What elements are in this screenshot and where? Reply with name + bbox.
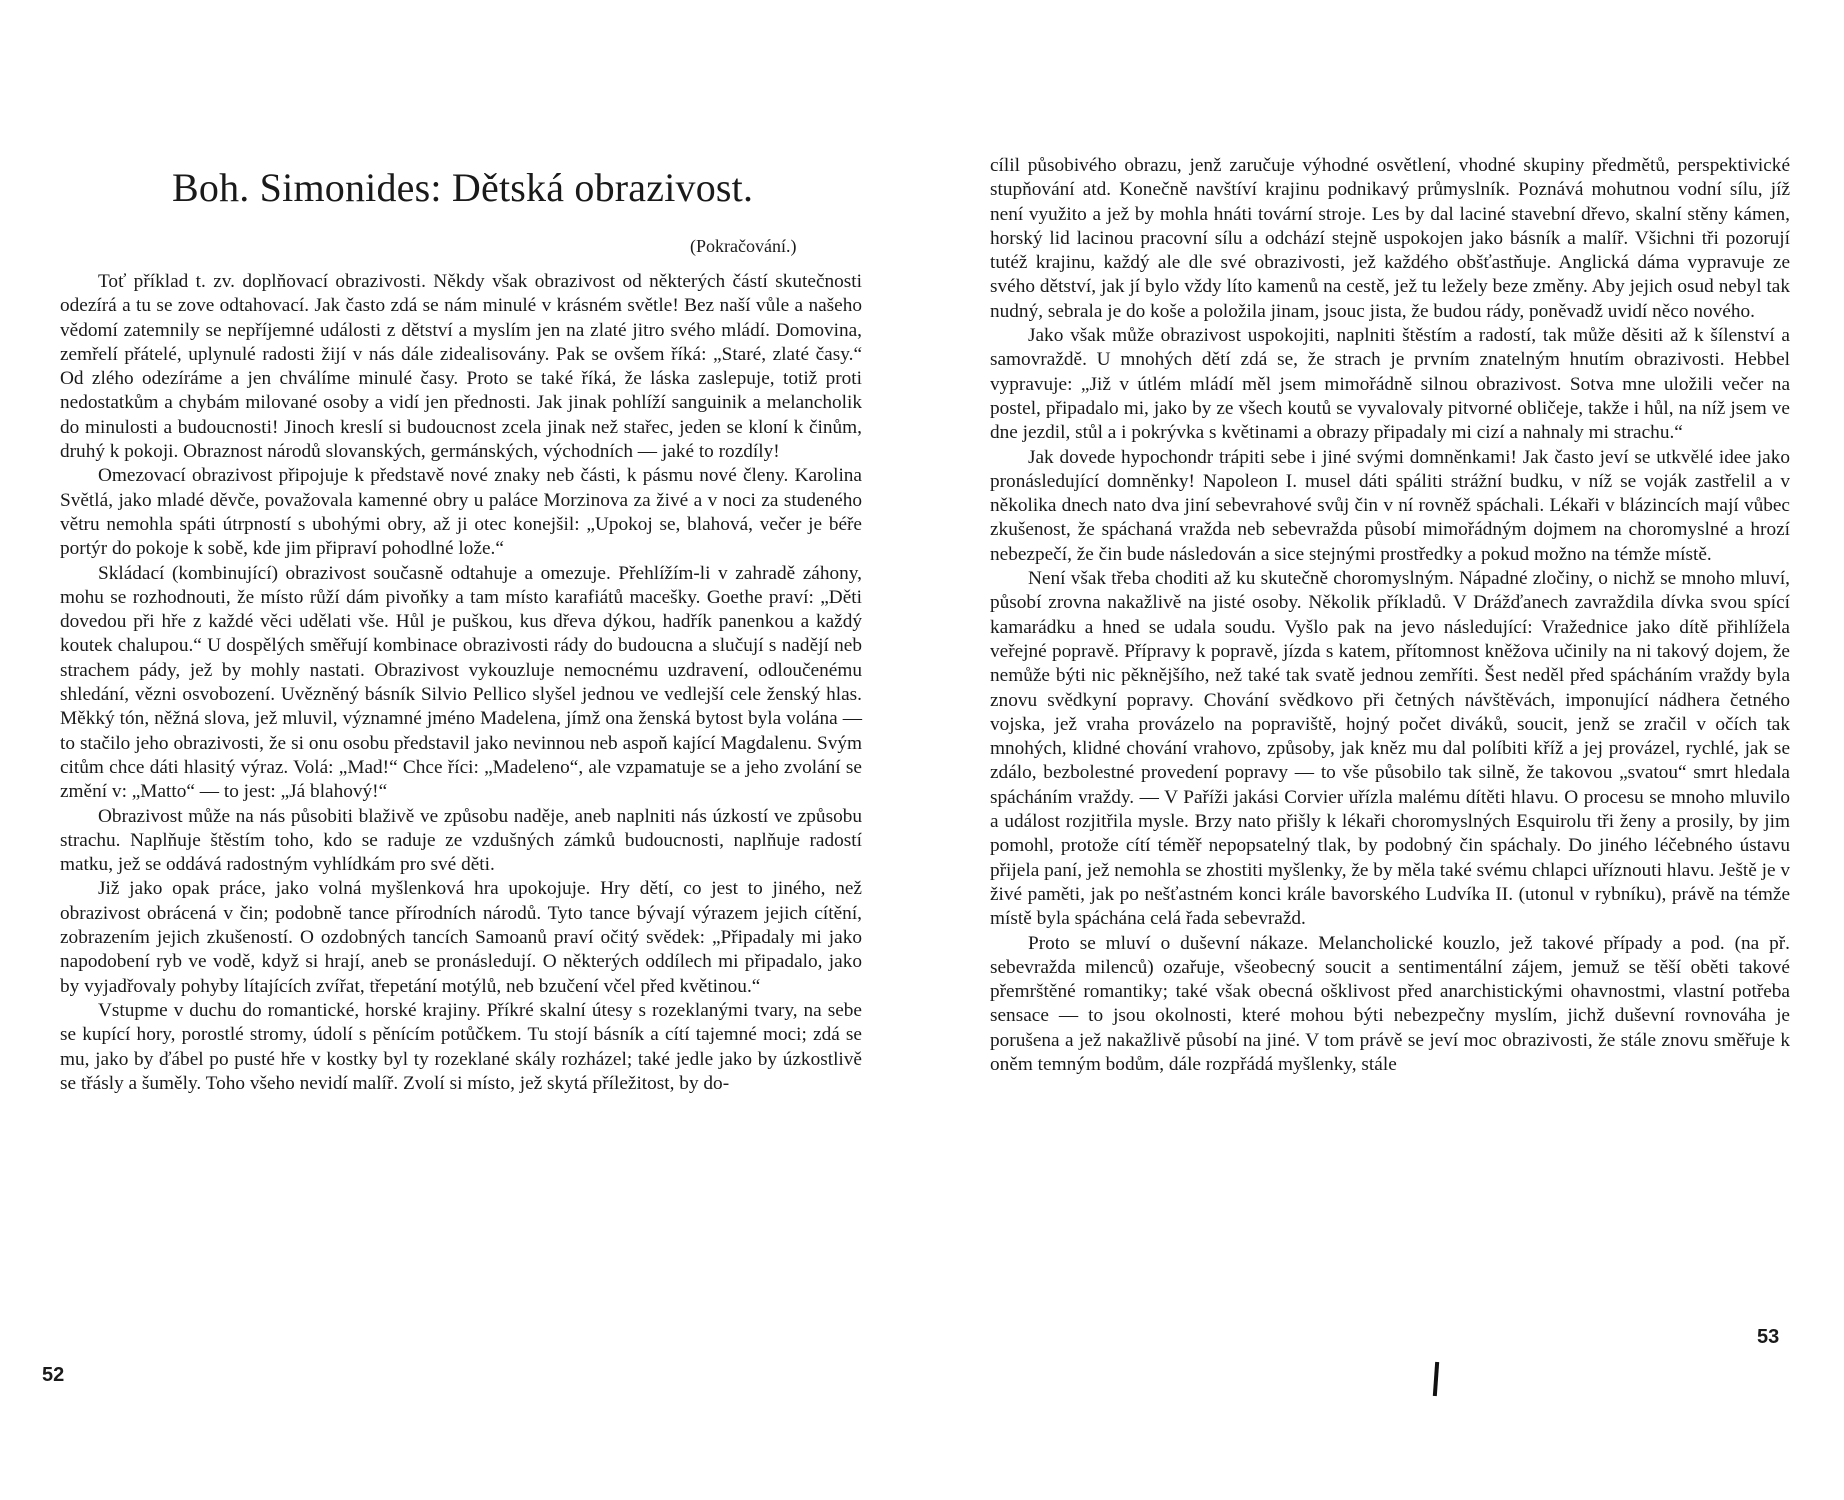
paragraph: Jako však může obrazivost uspokojiti, naplniti štěstím a radostí, tak může děsiti až k šílenství a samovraždě. U mnohých dětí zdá se, že strach je prvním znatelným hnutím obrazivosti. Hebbel vypravuje: „Již v útlém mládí měl jsem mimořádně silnou obrazivost. Sotva mne uložili večer na postel, připadalo mi, jako by ze všech koutů se vyvalovaly pitvorné obličeje, takže i hůl, na níž jsem ve dne jezdil, stůl a i pokrývka s květinami a obrazy připadaly mi cizí a nahnaly mi strachu.“ xyxy=(990,325,1790,444)
paragraph: Skládací (kombinující) obrazivost současně odtahuje a omezuje. Přehlížím-li v zahradě záhony, mohu se rozhodnouti, že místo růží dám pivoňky a tam místo karafiátů macešky. Goethe praví: „Děti dovedou při hře z každé věci udělati vše. Hůl je puškou, kus dřeva dýkou, hadřík panenkou a každý koutek chalupou.“ U dospělých směřují kombinace obrazivosti rády do budoucna a slučují s nadějí neb strachem pády, jež by mohly nastati. Obrazivost vykouzluje nemocnému uzdravení, odloučenému shledání, vězni osvobození. Uvězněný básník Silvio Pellico slyšel jednou ve vedlejší cele ženský hlas. Měkký tón, něžná slova, jež mluvil, významné jméno Madelena, jímž ona ženská bytost byla volána — to stačilo jeho obrazivosti, že si onu osobu představil jako nevinnou neb aspoň kající Magdalenu. Svým citům chce dáti hlasitý výraz. Volá: „Mad!“ Chce říci: „Madeleno“, ale vzpamatuje se a jeho zvolání se změní v: „Matto“ — to jest: „Já blahový!“ xyxy=(60,562,862,803)
page-number: 52 xyxy=(42,1364,65,1386)
paragraph: Omezovací obrazivost připojuje k představě nové znaky neb části, k pásmu nové členy. Karolina Světlá, jako mladé děvče, považovala kamenné obry u paláce Morzinova za živé a v noci za studeného větru nemohla spáti útrpností s ubohými obry, až ji otec konejšil: „Upokoj se, blahová, večer je béře portýr do pokoje k sobě, kde jim připraví pohodlné lože.“ xyxy=(60,465,862,560)
paragraph: Obrazivost může na nás působiti blaživě ve způsobu naděje, aneb naplniti nás úzkostí ve způsobu strachu. Naplňuje štěstím toho, kdo se raduje ze vzdušných zámků budoucnosti, naplňuje radostí matku, jež se oddává radostným vyhlídkám pro své děti. xyxy=(60,805,862,876)
right-text-column xyxy=(990,154,1790,1077)
paragraph: Toť příklad t. zv. doplňovací obrazivosti. Někdy však obrazivost od některých částí skutečnosti odezírá a tu se zove odtahovací. Jak často zdá se nám minulé v krásném světle! Bez naší vůle a našeho vědomí zatemnily se nepříjemné události z dětství a myslím jen na zlaté jitro svého mládí. Domovina, zemřelí přátelé, uplynulé radosti žijí v nás dále zidealisovány. Pak se ovšem říká: „Staré, zlaté časy.“ Od zlého odezíráme a jen chválíme minulé časy. Proto se také říká, že láska zaslepuje, totiž proti nedostatkům a chybám milované osoby a vidí jen přednosti. Jak jinak pohlíží sanguinik a melancholik do minulosti a budoucnosti! Jinoch kreslí si budoucnost zcela jinak než stařec, jeden se kloní k činům, druhý k pokoji. Obraznost národů slovanských, germánských, východních — jaké to rozdíly! xyxy=(60,271,862,463)
article-title: Boh. Simonides: Dětská obrazivost. xyxy=(172,165,754,210)
right-page xyxy=(922,0,1844,1500)
left-text-column xyxy=(60,270,862,1096)
paragraph: Vstupme v duchu do romantické, horské krajiny. Příkré skalní útesy s rozeklanými tvary, na sebe se kupící hory, porostlé stromy, údolí s pěnícím potůčkem. Tu stojí básník a cítí tajemné moci; zdá se mu, jako by ďábel po pusté hře v kostky byl ty rozeklané skály rozházel; také jedle jako by úzkostlivě se třásly a šuměly. Toho všeho nevidí malíř. Zvolí si místo, jež skytá příležitost, by do- xyxy=(60,999,862,1094)
ink-mark xyxy=(1433,1362,1439,1396)
paragraph: Není však třeba choditi až ku skutečně choromyslným. Nápadné zločiny, o nichž se mnoho mluví, působí zrovna nakažlivě na jisté osoby. Několik příkladů. V Drážďanech zavraždila dívka svou spící kamarádku a hned se udala soudu. Vyšlo pak na jevo následující: Vražednice jako dítě přihlížela veřejné popravě. Přípravy k popravě, jízda s katem, přítomnost kněžova učinily na ni takový dojem, že nemůže býti nic pěknějšího, než také tak svatě jednou zemříti. Šest neděl před spácháním vraždy byla znovu svědkyní popravy. Chování svědkovo při četných návštěvách, imponující nádhera četného vojska, jež vraha provázelo na popraviště, hojný počet diváků, soucit, jenž se zračil v očích tak mnohých, klidné chování vrahovo, způsoby, jak kněz mu dal políbiti kříž a jej provázel, rychlé, jak se zdálo, bezbolestné provedení popravy — to vše působilo tak silně, že takovou „svatou“ smrt hledala spácháním vraždy. — V Paříži jakási Corvier uřízla malému dítěti hlavu. O procesu se mnoho mluvilo a událost rozjitřila mysle. Brzy nato přišly k lékaři choromyslných Esquirolu tři ženy a prosily, by jim pomohl, protože cítí téměř nepopsatelný tlak, by podobný čin spáchaly. Do jiného léčebného ústavu přijela paní, jež nemohla se zhostiti myšlenky, že by měla také svému chlapci uříznouti hlavu. Ještě je v živé paměti, jak po nešťastném konci krále bavorského Ludvíka II. (utonul v rybníku), právě na témže místě byla spáchána celá řada sebevražd. xyxy=(990,568,1790,930)
paragraph: Již jako opak práce, jako volná myšlenková hra upokojuje. Hry dětí, co jest to jiného, než obrazivost obrácená v čin; podobně tance přírodních národů. Tyto tance bývají výrazem jejich cítění, zobrazením jejich zkušeností. O ozdobných tancích Samoanů praví očitý svědek: „Připadaly mi jako napodobení ryb ve vodě, když si hrají, aneb se pronásledují. O některých oddílech mi připadalo, jako by vyjadřovaly pohyby lítajících zvířat, třepetání motýlů, neb bzučení včel před květinou.“ xyxy=(60,878,862,997)
continued-note: (Pokračování.) xyxy=(690,236,797,256)
page-number: 53 xyxy=(1757,1326,1780,1348)
paragraph: Jak dovede hypochondr trápiti sebe i jiné svými domněnkami! Jak často jeví se utkvělé idee jako pronásledující domněnky! Napoleon I. musel dáti spáliti strážní budku, v níž se voják zastřelil a v několika dnech nato dva jiní sebevrahové svůj čin v ní rovněž spáchali. Lékaři v blázincích mají vůbec zkušenost, že spáchaná vražda neb sebevražda působí mimořádným dojmem na choromyslné a hrozí nebezpečí, že čin bude následován a sice stejnými prostředky a pokud možno na témže místě. xyxy=(990,446,1790,565)
paragraph: cílil působivého obrazu, jenž zaručuje výhodné osvětlení, vhodné skupiny předmětů, perspektivické stupňování atd. Konečně navštíví krajinu podnikavý průmyslník. Poznává mohutnou vodní sílu, jíž není využito a jež by mohla hnáti tovární stroje. Les by dal laciné stavební dřevo, skalní stěny kámen, horský lid lacinou pracovní sílu a odchází stejně uspokojen jako básník a malíř. Všichni tři pozorují tutéž krajinu, každý ale dle své obrazivosti, jež každého obšťastňuje. Anglická dáma vypravuje ze svého dětství, jak jí bylo vždy líto kamenů na cestě, jež tu ležely beze změny. Aby jejich osud nebyl tak nudný, sebrala je do koše a položila jinam, jsouc jista, že budou rády, poněvadž uvidí něco nového. xyxy=(990,155,1790,322)
paragraph: Proto se mluví o duševní nákaze. Melancholické kouzlo, jež takové případy a pod. (na př. sebevražda milenců) ozařuje, všeobecný soucit a sentimentální zájem, jemuž se těší oběti takové přemrštěné romantiky; také však obecná ošklivost před anarchistickými ohavnostmi, vlastní potřeba sensace — to jsou okolnosti, které mohou býti nebezpečny myslím, jichž duševní rovnováha je porušena a jež nakažlivě působí na jiné. V tom právě se jeví moc obrazivosti, že stále znovu směřuje k oněm temným bodům, dále rozpřádá myšlenky, stále xyxy=(990,932,1790,1075)
